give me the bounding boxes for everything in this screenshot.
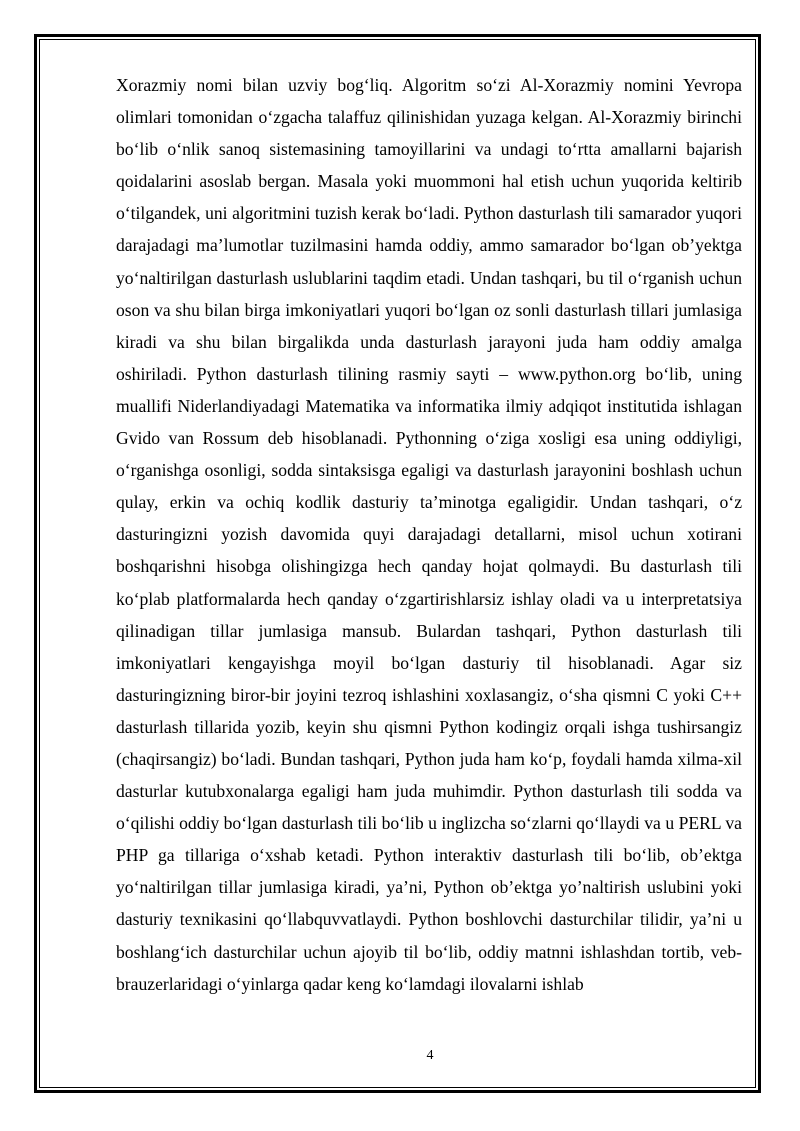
body-paragraph: Xorazmiy nomi bilan uzviy bog‘liq. Algoritm so‘zi Al-Xorazmiy nomini Yevropa olimlari tomonidan o‘zgacha talaffuz qilinishidan yuzaga kelgan. Al-Xorazmiy birinchi bo‘lib o‘nlik sanoq sistemasining tamoyillarini va undagi to‘rtta amallarni bajarish qoidalarini asoslab bergan. Masala yoki muommoni hal etish uchun yuqorida keltirib o‘tilgandek, uni algoritmini tuzish kerak bo‘ladi. Python dasturlash tili samarador yuqori darajadagi ma’lumotlar tuzilmasini hamda oddiy, ammo samarador bo‘lgan ob’yektga yo‘naltirilgan dasturlash uslublarini taqdim etadi. Undan tashqari, bu til o‘rganish uchun oson va shu bilan birga imkoniyatlari yuqori bo‘lgan oz sonli dasturlash tillari jumlasiga kiradi va shu bilan birgalikda unda dasturlash jarayoni juda ham oddiy amalga oshiriladi. Python dasturlash tilining rasmiy sayti – www.python.org bo‘lib, uning muallifi Niderlandiyadagi Matematika va informatika ilmiy adqiqot institutida ishlagan Gvido van Rossum deb hisoblanadi. Pythonning o‘ziga xosligi esa uning oddiyligi, o‘rganishga osonligi, sodda sintaksisga egaligi va dasturlash jarayonini boshlash uchun qulay, erkin va ochiq kodlik dasturiy ta’minotga egaligidir. Undan tashqari, o‘z dasturingizni yozish davomida quyi darajadagi detallarni, misol uchun xotirani boshqarishni hisobga olishingizga hech qanday hojat qolmaydi. Bu dasturlash tili ko‘plab platformalarda hech qanday o‘zgartirishlarsiz ishlay oladi va u interpretatsiya qilinadigan tillar jumlasiga mansub. Bulardan tashqari, Python dasturlash tili imkoniyatlari kengayishga moyil bo‘lgan dasturiy til hisoblanadi. Agar siz dasturingizning biror-bir joyini tezroq ishlashini xoxlasangiz, o‘sha qismni C yoki C++ dasturlash tillarida yozib, keyin shu qismni Python kodingiz orqali ishga tushirsangiz (chaqirsangiz) bo‘ladi. Bundan tashqari, Python juda ham ko‘p, foydali hamda xilma-xil dasturlar kutubxonalarga egaligi ham juda muhimdir. Python dasturlash tili sodda va o‘qilishi oddiy bo‘lgan dasturlash tili bo‘lib u inglizcha so‘zlarni qo‘llaydi va u PERL va PHP ga tillariga o‘xshab ketadi. Python interaktiv dasturlash tili bo‘lib, ob’ektga yo‘naltirilgan tillar jumlasiga kiradi, ya’ni, Python ob’ektga yo’naltirish uslubini yoki dasturiy texnikasini qo‘llabquvvatlaydi. Python boshlovchi dasturchilar tilidir, ya’ni u boshlang‘ich dasturchilar uchun ajoyib til bo‘lib, oddiy matnni ishlashdan tortib, veb-brauzerlaridagi o‘yinlarga qadar keng ko‘lamdagi ilovalarni ishlab	[116, 75, 742, 994]
page-number: 4	[426, 1048, 434, 1063]
